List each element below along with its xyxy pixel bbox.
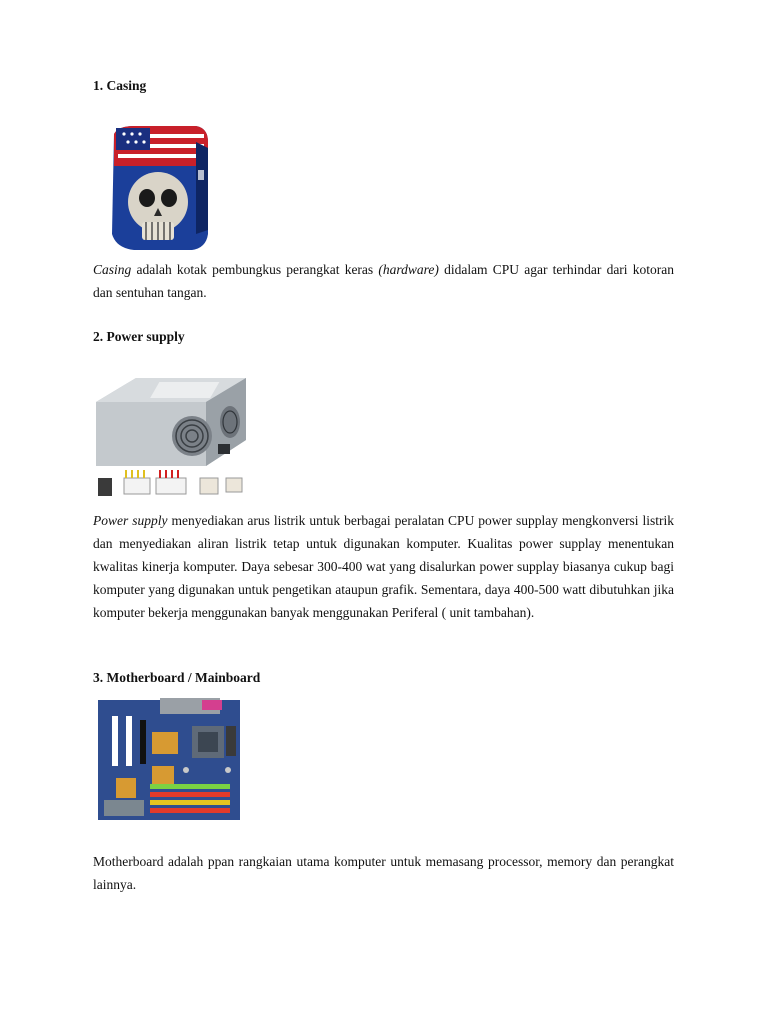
computer-case-skull-image (104, 122, 212, 252)
section-text-motherboard: Motherboard adalah ppan rangkaian utama komputer untuk memasang processor, memory dan perangkat lainnya. (93, 854, 674, 892)
section-title-motherboard: 3. Motherboard / Mainboard (93, 670, 261, 685)
power-supply-image (92, 374, 248, 504)
section-title-casing: 1. Casing (93, 78, 147, 93)
motherboard-image (96, 696, 242, 824)
section-title-power-supply: 2. Power supply (93, 329, 185, 344)
section-text-power-supply: Power supply menyediakan arus listrik untuk berbagai peralatan CPU power supplay mengkonversi listrik dan menyediakan aliran listrik tetap untuk digunakan komputer. Kualitas power supplay menentukan kwalitas kinerja komputer. Daya sebesar 300-400 wat yang disalurkan power supplay biasanya cukup bagi komputer yang digunakan untuk pengetikan ataupun grafik. Sementara, daya 400-500 watt dibutuhkan jika komputer bekerja menggunakan banyak menggunakan Periferal ( unit tambahan). (93, 513, 674, 620)
section-text-casing: Casing adalah kotak pembungkus perangkat keras (hardware) didalam CPU agar terhindar dari kotoran dan sentuhan tangan. (93, 262, 674, 300)
